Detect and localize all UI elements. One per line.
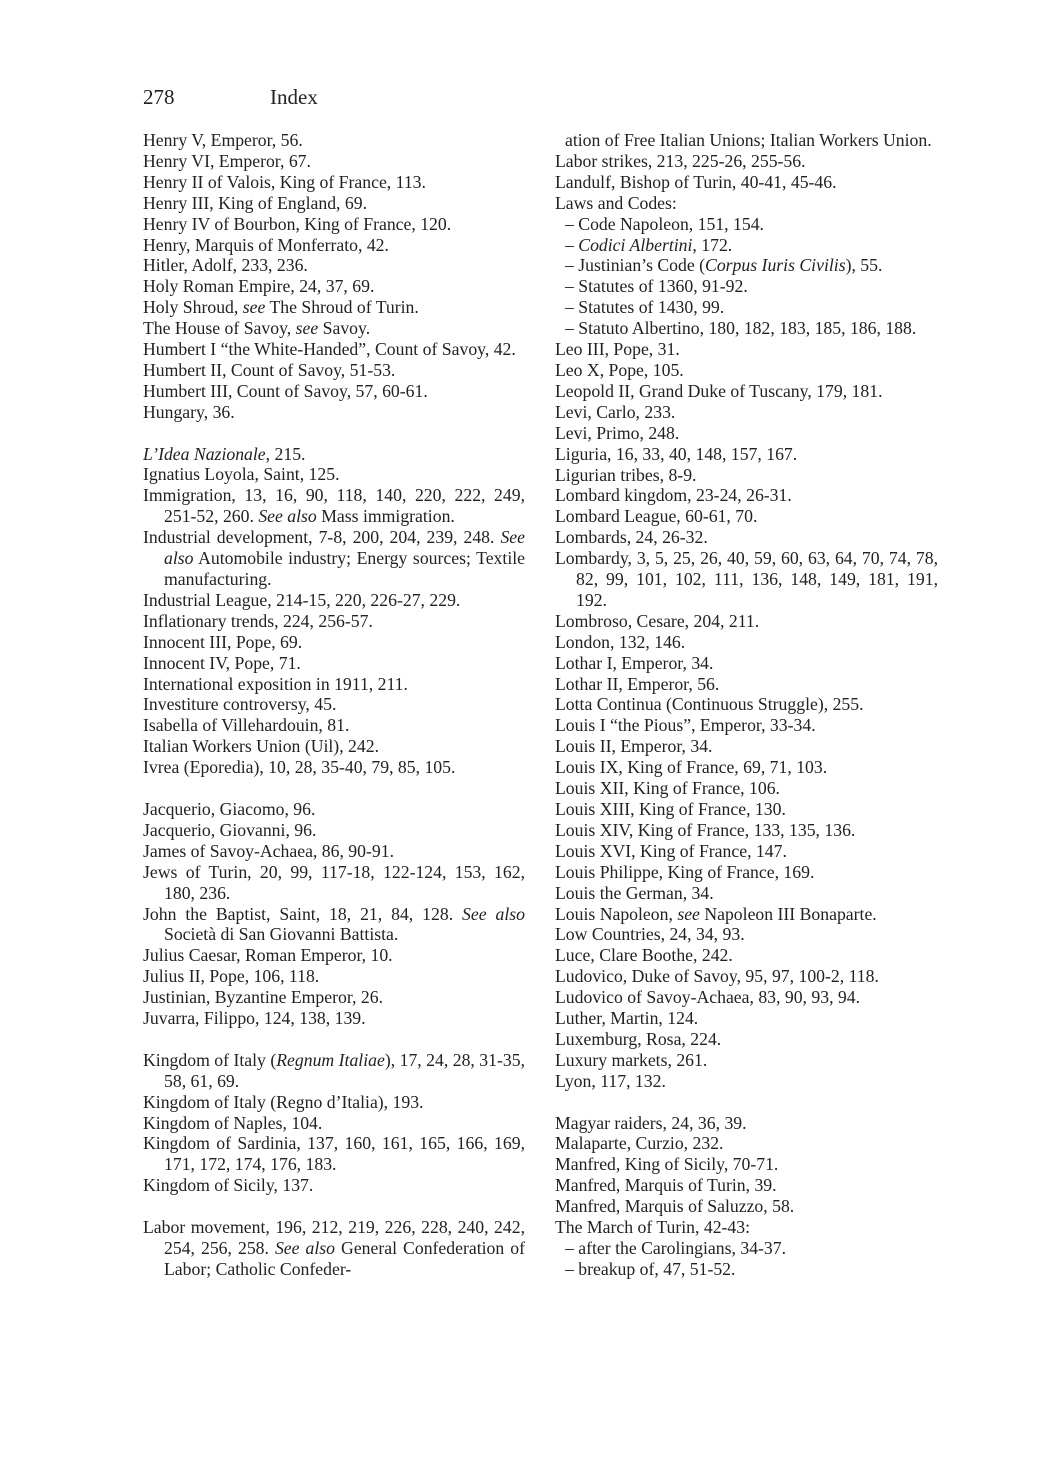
index-entry: Humbert III, Count of Savoy, 57, 60-61. <box>143 380 428 401</box>
index-entry: Louis XII, King of France, 106. <box>555 778 780 799</box>
letter-group-spacer <box>555 1092 938 1113</box>
index-subentry: – Statutes of 1360, 91-92. <box>565 276 748 297</box>
entry-text-run: Kingdom of Italy ( <box>143 1049 277 1070</box>
index-entry: The March of Turin, 42-43: <box>555 1217 751 1238</box>
index-entry: Isabella of Villehardouin, 81. <box>143 715 350 736</box>
index-entry <box>143 297 525 318</box>
index-entry: Lothar II, Emperor, 56. <box>555 673 720 694</box>
index-entry: Ludovico of Savoy-Achaea, 83, 90, 93, 94. <box>555 987 861 1008</box>
letter-group-spacer <box>143 1196 525 1217</box>
entry-text-run: Regnum Italiae <box>276 1049 385 1070</box>
index-entry: Labor strikes, 213, 225-26, 255-56. <box>555 150 806 171</box>
index-entry: Jews of Turin, 20, 99, 117-18, 122-124, 153, 162, 180, 236. <box>143 861 525 903</box>
entry-text-run: ), 17, 24, 28, 31-35, 58, 61, 69. <box>164 1049 525 1091</box>
index-entry: Magyar raiders, 24, 36, 39. <box>555 1112 747 1133</box>
index-entry: Laws and Codes: <box>555 192 677 213</box>
index-entry: Henry III, King of England, 69. <box>143 192 367 213</box>
index-subentry: – Statutes of 1430, 99. <box>565 297 725 318</box>
entry-text-run: see <box>295 318 319 339</box>
index-entry <box>143 318 525 339</box>
entry-text-run: The Shroud of Turin. <box>265 297 419 318</box>
index-entry: Innocent IV, Pope, 71. <box>143 652 301 673</box>
index-entry: Henry IV of Bourbon, King of France, 120. <box>143 213 452 234</box>
index-entry: Luther, Martin, 124. <box>555 1008 699 1029</box>
index-entry: Levi, Carlo, 233. <box>555 401 676 422</box>
entry-text-run: Holy Shroud, <box>143 297 243 318</box>
index-column-right <box>555 130 938 1280</box>
index-entry: Julius Caesar, Roman Emperor, 10. <box>143 945 393 966</box>
index-entry: Louis XVI, King of France, 147. <box>555 840 787 861</box>
index-entry: Louis II, Emperor, 34. <box>555 736 713 757</box>
index-subentry: – Code Napoleon, 151, 154. <box>565 213 764 234</box>
index-entry <box>143 1217 525 1280</box>
index-entry: Liguria, 16, 33, 40, 148, 157, 167. <box>555 443 798 464</box>
index-entry: Manfred, Marquis of Turin, 39. <box>555 1175 777 1196</box>
entry-text-run: General Confederation of Labor; Catholic Confeder- <box>164 1237 525 1279</box>
index-entry: Jacquerio, Giovanni, 96. <box>143 819 317 840</box>
index-entry: Louis the German, 34. <box>555 882 714 903</box>
index-entry: Holy Roman Empire, 24, 37, 69. <box>143 276 375 297</box>
index-entry: Juvarra, Filippo, 124, 138, 139. <box>143 1008 366 1029</box>
index-entry: Louis XIV, King of France, 133, 135, 136. <box>555 819 856 840</box>
entry-text-run: , 215. <box>265 443 306 464</box>
index-subentry: – breakup of, 47, 51-52. <box>565 1258 736 1279</box>
entry-text-run: , 172. <box>692 234 733 255</box>
index-entry: Louis IX, King of France, 69, 71, 103. <box>555 757 828 778</box>
index-entry: Lombard kingdom, 23-24, 26-31. <box>555 485 792 506</box>
entry-text-run: ), 55. <box>845 255 883 276</box>
index-entry: Hitler, Adolf, 233, 236. <box>143 255 308 276</box>
page-number: 278 <box>143 85 175 109</box>
index-entry: Lyon, 117, 132. <box>555 1070 666 1091</box>
index-entry <box>555 904 938 925</box>
index-entry: Humbert II, Count of Savoy, 51-53. <box>143 359 396 380</box>
index-entry: Luce, Clare Boothe, 242. <box>555 945 733 966</box>
index-entry: Innocent III, Pope, 69. <box>143 631 303 652</box>
index-entry: Kingdom of Naples, 104. <box>143 1112 323 1133</box>
index-entry: Henry, Marquis of Monferrato, 42. <box>143 234 389 255</box>
index-entry: Manfred, King of Sicily, 70-71. <box>555 1154 779 1175</box>
index-entry: Leopold II, Grand Duke of Tuscany, 179, 181. <box>555 380 883 401</box>
index-entry: Lothar I, Emperor, 34. <box>555 652 714 673</box>
entry-text-run: see <box>677 903 700 924</box>
index-entry: International exposition in 1911, 211. <box>143 673 408 694</box>
entry-text-run: Labor movement, 196, 212, 219, 226, 228, 240, 242, 254, 256, 258. <box>143 1217 525 1258</box>
index-entry: Julius II, Pope, 106, 118. <box>143 966 320 987</box>
index-entry: Industrial League, 214-15, 220, 226-27, 229. <box>143 589 461 610</box>
index-entry: Luxemburg, Rosa, 224. <box>555 1028 722 1049</box>
index-entry <box>143 527 525 590</box>
entry-text-run: – Justinian’s Code ( <box>565 255 706 276</box>
index-entry: Hungary, 36. <box>143 401 235 422</box>
index-subentry <box>555 235 938 256</box>
index-subentry: – after the Carolingians, 34-37. <box>565 1238 787 1259</box>
index-entry: Investiture controversy, 45. <box>143 694 337 715</box>
index-entry <box>143 904 525 946</box>
running-title: Index <box>270 85 318 109</box>
entry-text-run: Immigration, 13, 16, 90, 118, 140, 220, 222, 249, 251-52, 260. <box>143 485 525 527</box>
entry-text-run: Industrial development, 7-8, 200, 204, 239, 248. <box>143 527 501 548</box>
index-entry: Lombards, 24, 26-32. <box>555 527 708 548</box>
index-entry: Lotta Continua (Continuous Struggle), 255. <box>555 694 864 715</box>
index-column-left <box>143 130 525 1280</box>
index-entry: Louis Philippe, King of France, 169. <box>555 861 815 882</box>
index-entry <box>143 1050 525 1092</box>
index-entry-continuation: ation of Free Italian Unions; Italian Workers Union. <box>565 130 932 150</box>
index-entry: Humbert I “the White-Handed”, Count of Savoy, 42. <box>143 339 516 360</box>
index-entry <box>143 444 525 465</box>
index-entry: Luxury markets, 261. <box>555 1049 708 1070</box>
index-entry <box>143 485 525 527</box>
letter-group-spacer <box>143 423 525 444</box>
entry-text-run: Automobile industry; Energy sources; Textile manufacturing. <box>164 548 525 590</box>
index-entry: Malaparte, Curzio, 232. <box>555 1133 724 1154</box>
entry-text-run: Società di San Giovanni Battista. <box>164 924 399 945</box>
index-entry: Kingdom of Sardinia, 137, 160, 161, 165, 166, 169, 171, 172, 174, 176, 183. <box>143 1133 525 1175</box>
entry-text-run: Codici Albertini <box>578 234 693 255</box>
index-subentry <box>555 255 938 276</box>
index-subentry: – Statuto Albertino, 180, 182, 183, 185, 186, 188. <box>565 318 917 339</box>
index-entry: Lombroso, Cesare, 204, 211. <box>555 610 760 631</box>
index-entry: Levi, Primo, 248. <box>555 422 680 443</box>
entry-text-run: – <box>565 234 579 255</box>
index-entry: Kingdom of Italy (Regno d’Italia), 193. <box>143 1091 424 1112</box>
entry-text-run: The House of Savoy, <box>143 318 296 339</box>
entry-text-run: Louis Napoleon, <box>555 903 678 924</box>
index-entry: Lombardy, 3, 5, 25, 26, 40, 59, 60, 63, 64, 70, 74, 78, 82, 99, 101, 102, 111, 136, 148, 149, 181, 191, 192. <box>555 548 938 610</box>
index-entry: James of Savoy-Achaea, 86, 90-91. <box>143 840 394 861</box>
entry-text-run: See also <box>274 1237 336 1258</box>
entry-text-run: Napoleon III Bonaparte. <box>699 903 877 924</box>
letter-group-spacer <box>143 1029 525 1050</box>
index-entry: Louis I “the Pious”, Emperor, 33-34. <box>555 715 816 736</box>
index-entry: Low Countries, 24, 34, 93. <box>555 924 745 945</box>
letter-group-spacer <box>143 778 525 799</box>
index-entry: Leo X, Pope, 105. <box>555 359 684 380</box>
index-entry: Landulf, Bishop of Turin, 40-41, 45-46. <box>555 171 837 192</box>
entry-text-run: See also <box>462 903 526 924</box>
index-entry: Kingdom of Sicily, 137. <box>143 1175 314 1196</box>
index-entry: Jacquerio, Giacomo, 96. <box>143 798 316 819</box>
index-entry: Justinian, Byzantine Emperor, 26. <box>143 987 383 1008</box>
index-entry: Henry II of Valois, King of France, 113. <box>143 171 426 192</box>
index-entry: Ivrea (Eporedia), 10, 28, 35-40, 79, 85, 105. <box>143 757 456 778</box>
entry-text-run: See also <box>258 506 317 527</box>
entry-text-run: see <box>242 297 266 318</box>
entry-text-run: L’Idea Nazionale <box>143 443 266 464</box>
entry-text-run: See also <box>164 527 525 569</box>
index-entry: Ludovico, Duke of Savoy, 95, 97, 100-2, 118. <box>555 966 879 987</box>
index-entry: Ligurian tribes, 8-9. <box>555 464 697 485</box>
entry-text-run: John the Baptist, Saint, 18, 21, 84, 128. <box>143 903 463 924</box>
index-entry: Lombard League, 60-61, 70. <box>555 506 758 527</box>
index-entry: Henry VI, Emperor, 67. <box>143 150 311 171</box>
entry-text-run: Mass immigration. <box>316 506 455 527</box>
index-entry: London, 132, 146. <box>555 631 686 652</box>
index-entry: Louis XIII, King of France, 130. <box>555 799 786 819</box>
index-entry: Manfred, Marquis of Saluzzo, 58. <box>555 1196 795 1217</box>
index-entry: Italian Workers Union (Uil), 242. <box>143 736 379 757</box>
index-entry: Henry V, Emperor, 56. <box>143 130 303 150</box>
index-entry: Inflationary trends, 224, 256-57. <box>143 610 373 631</box>
entry-text-run: Corpus Iuris Civilis <box>705 255 846 276</box>
entry-text-run: Savoy. <box>318 318 371 339</box>
index-entry: Leo III, Pope, 31. <box>555 339 680 360</box>
index-entry: Ignatius Loyola, Saint, 125. <box>143 464 340 485</box>
